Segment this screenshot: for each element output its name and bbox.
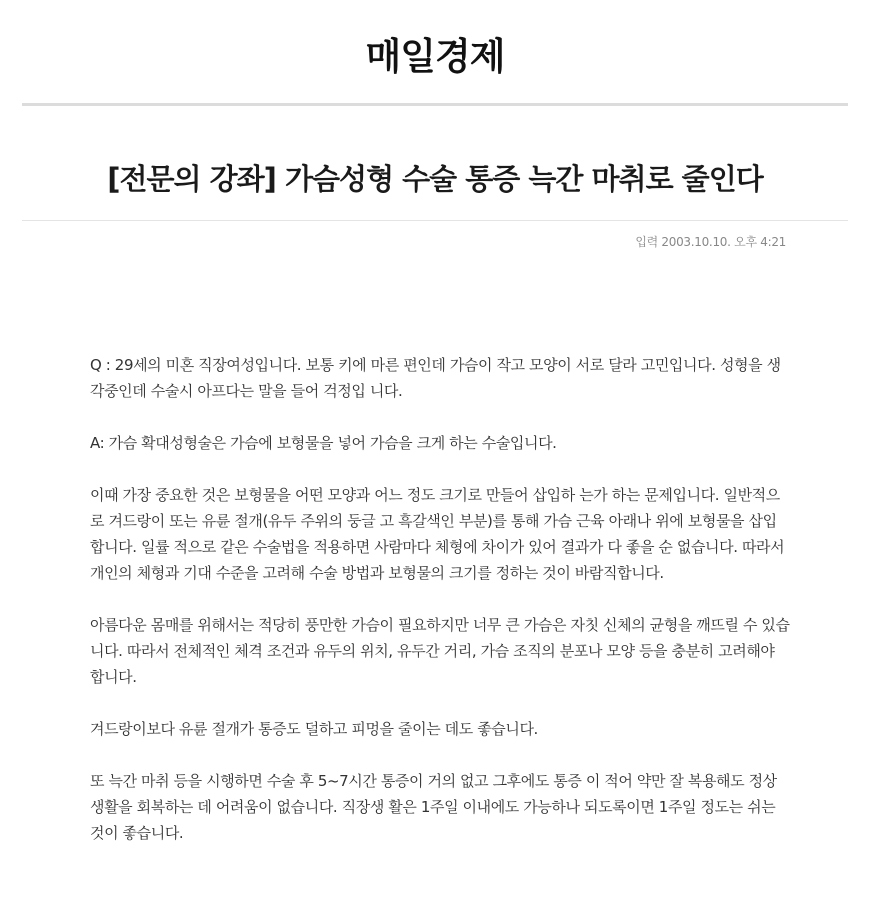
newspaper-logo[interactable]: 매일경제 [365, 35, 505, 78]
article-paragraph: 겨드랑이보다 유륜 절개가 통증도 덜하고 피멍을 줄이는 데도 좋습니다. [90, 720, 538, 738]
article-paragraph: 아름다운 몸매를 위해서는 적당히 풍만한 가슴이 필요하지만 너무 큰 가슴은 자칫 신체의 균형을 깨뜨릴 수 있습니다. 따라서 전체적인 체격 조건과 유두의 위치, 유두간 거리, 가슴 조직의 분포나 모양 등을 충분히 고려해야 합니다. [90, 616, 790, 686]
article-paragraph: Q : 29세의 미혼 직장여성입니다. 보통 키에 마른 편인데 가슴이 작고 모양이 서로 달라 고민입니다. 성형을 생각중인데 수술시 아프다는 말을 들어 걱정입 니다. [90, 356, 781, 400]
publish-timestamp: 입력 2003.10.10. 오후 4:21 [635, 235, 786, 249]
masthead-divider [22, 103, 848, 106]
article-paragraph: 이때 가장 중요한 것은 보형물을 어떤 모양과 어느 정도 크기로 만들어 삽입하 는가 하는 문제입니다. 일반적으로 겨드랑이 또는 유륜 절개(유두 주위의 둥글 고 흑갈색인 부분)를 통해 가슴 근육 아래나 위에 보형물을 삽입합니다. 일률 적으로 같은 수술법을 적용하면 사람마다 체형에 차이가 있어 결과가 다 좋을 순 없습니다. 따라서 개인의 체형과 기대 수준을 고려해 수술 방법과 보형물의 크기를 정하는 것이 바람직합니다. [90, 486, 785, 582]
article-paragraph: A: 가슴 확대성형술은 가슴에 보형물을 넣어 가슴을 크게 하는 수술입니다. [90, 434, 557, 452]
masthead [0, 0, 870, 104]
title-divider [22, 220, 848, 221]
article-title: [전문의 강좌] 가슴성형 수술 통증 늑간 마취로 줄인다 [107, 162, 763, 197]
article-paragraph: 또 늑간 마취 등을 시행하면 수술 후 5~7시간 통증이 거의 없고 그후에도 통증 이 적어 약만 잘 복용해도 정상생활을 회복하는 데 어려움이 없습니다. 직장생 활은 1주일 이내에도 가능하나 되도록이면 1주일 정도는 쉬는 것이 좋습니다. [90, 772, 777, 842]
article-body [90, 352, 790, 872]
